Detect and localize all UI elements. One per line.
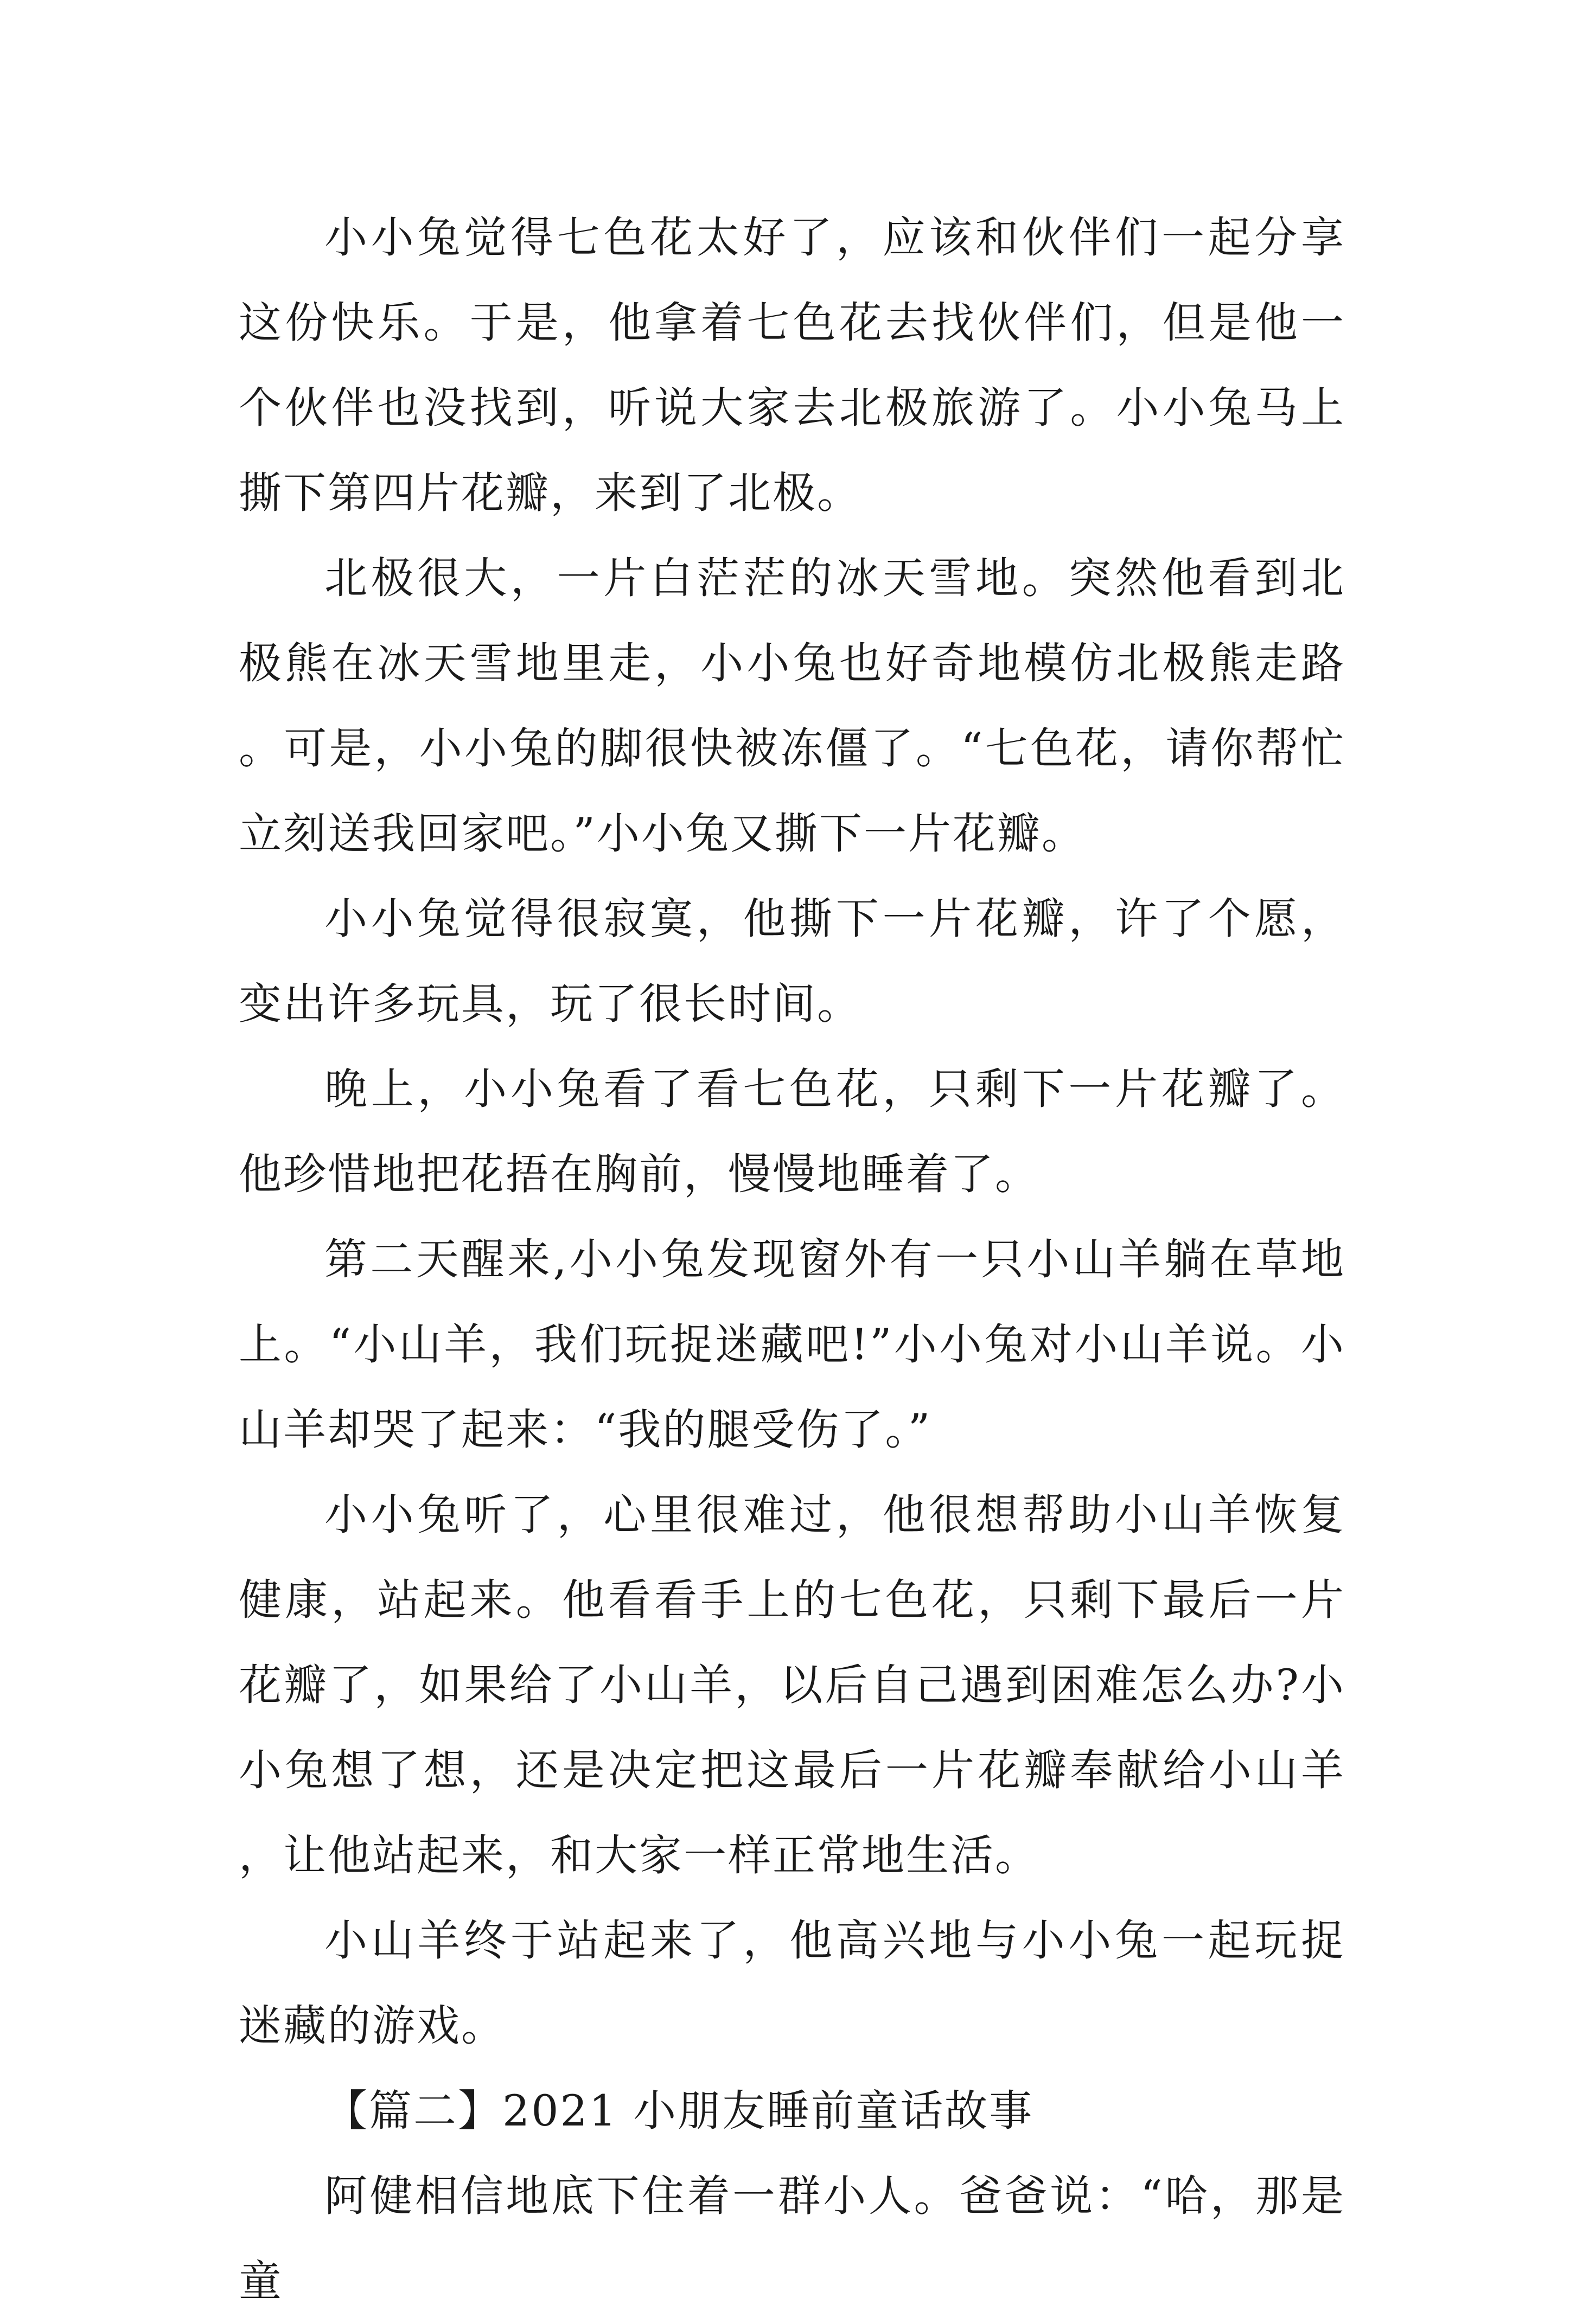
paragraph: 阿健相信地底下住着一群小人。爸爸说：“哈，那是童 <box>239 2171 1345 2306</box>
paragraph: 第二天醒来,小小兔发现窗外有一只小山羊躺在草地上。“小山羊，我们玩捉迷藏吧!”小小兔对小山羊说。小山羊却哭了起来：“我的腿受伤了。” <box>239 1234 1345 1455</box>
paragraph: 小小兔觉得很寂寞，他撕下一片花瓣，许了个愿，变出许多玩具，玩了很长时间。 <box>239 894 1345 1029</box>
section-heading: 【篇二】2021 小朋友睡前童话故事 <box>324 2086 1034 2136</box>
body-text <box>239 195 1345 2324</box>
paragraph: 小小兔觉得七色花太好了，应该和伙伴们一起分享这份快乐。于是，他拿着七色花去找伙伴们，但是他一个伙伴也没找到，听说大家去北极旅游了。小小兔马上撕下第四片花瓣，来到了北极。 <box>239 213 1345 518</box>
paragraph: 晚上，小小兔看了看七色花，只剩下一片花瓣了。他珍惜地把花捂在胸前，慢慢地睡着了。 <box>239 1064 1345 1199</box>
paragraph: 北极很大，一片白茫茫的冰天雪地。突然他看到北极熊在冰天雪地里走，小小兔也好奇地模仿北极熊走路。可是，小小兔的脚很快被冻僵了。“七色花，请你帮忙立刻送我回家吧。”小小兔又撕下一片花瓣。 <box>239 553 1345 859</box>
paragraph: 小小兔听了，心里很难过，他很想帮助小山羊恢复健康，站起来。他看看手上的七色花，只剩下最后一片花瓣了，如果给了小山羊，以后自己遇到困难怎么办?小小兔想了想，还是决定把这最后一片花瓣奉献给小山羊，让他站起来，和大家一样正常地生活。 <box>239 1490 1345 1880</box>
paragraph: 小山羊终于站起来了，他高兴地与小小兔一起玩捉迷藏的游戏。 <box>239 1916 1345 2051</box>
